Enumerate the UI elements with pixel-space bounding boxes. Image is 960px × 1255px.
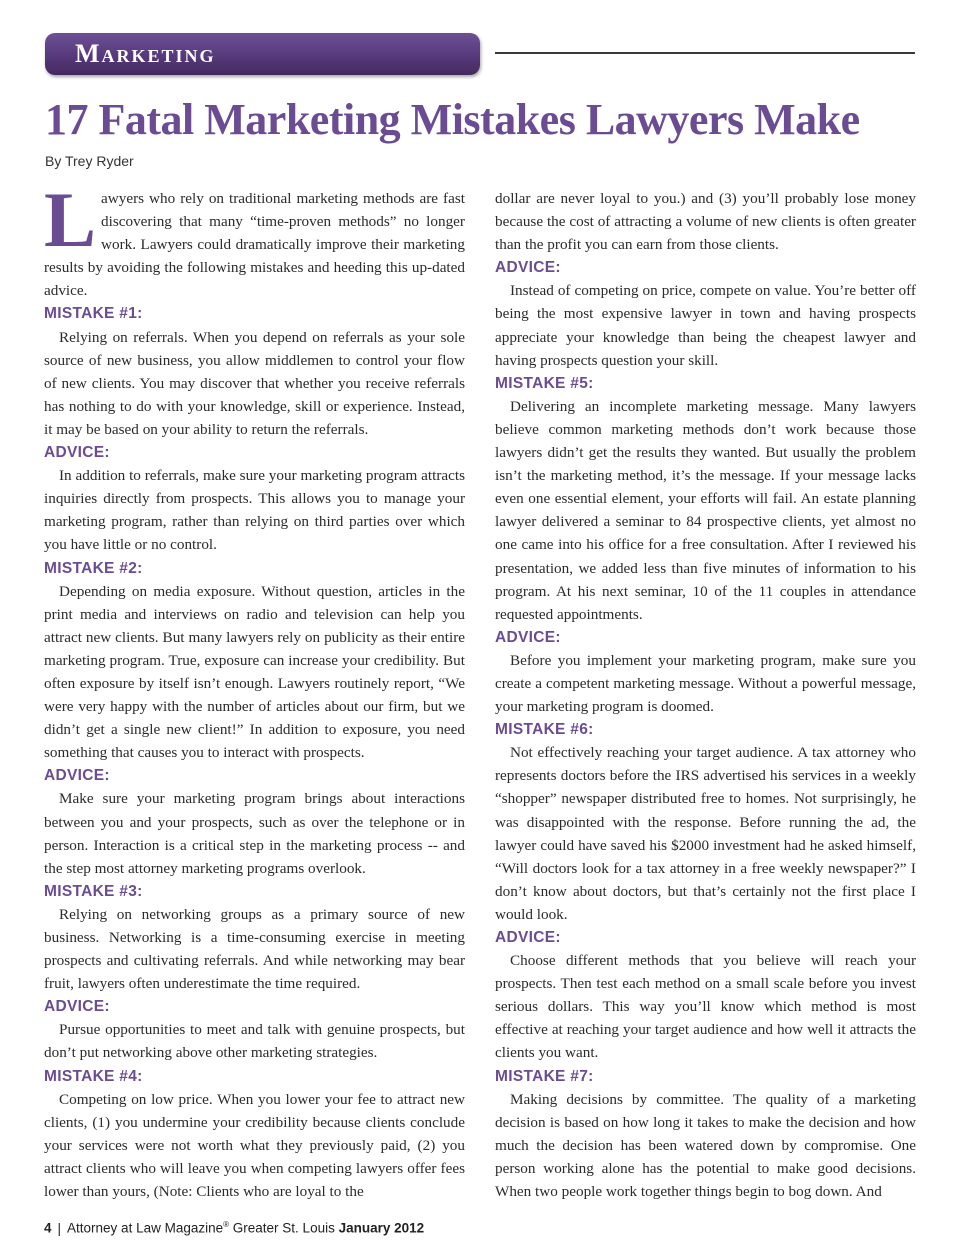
byline: By Trey Ryder	[45, 153, 134, 169]
intro-paragraph	[44, 176, 465, 302]
advice-5-heading: ADVICE:	[495, 628, 561, 646]
issue-date: January 2012	[338, 1220, 425, 1236]
mistake-5-text: Delivering an incomplete marketing message. Many lawyers believe common marketing methods don’t work because those lawyers didn’t get the results they wanted. But usually the problem isn’t the marketing method, it’s the message. If your message lacks even one essential element, your efforts will fail. An estate planning lawyer delivered a seminar to 84 prospective clients, yet almost no one came into his office for a free consultation. After I reviewed his presentation, we added less than five minutes of information to his program. At his next seminar, 10 of the 11 couples in attendance requested appointments.	[495, 397, 916, 623]
advice-2-text: Make sure your marketing program brings about interactions between you and your prospects, such as over the telephone or in person. Interaction is a critical step in the marketing process -- and the step most attorney marketing programs overlook.	[44, 790, 465, 877]
advice-1-text: In addition to referrals, make sure your marketing program attracts inquiries directly from prospects. This allows you to manage your marketing program, rather than relying on third parties over which you have little or no control.	[44, 467, 465, 554]
advice-4-heading: ADVICE:	[495, 259, 561, 277]
mistake-4-heading: MISTAKE #4:	[44, 1067, 143, 1085]
section-label: Marketing	[75, 39, 216, 68]
mistake-4-text: Competing on low price. When you lower your fee to attract new clients, (1) you undermine your credibility because clients conclude your services were not worth what they previously paid, (2) you attract clients who will leave you when competing lawyers offer fees lower than yours, (Note: Clients who are loyal to the	[44, 1090, 465, 1201]
trademark-mark: ®	[223, 1220, 230, 1229]
intro-text: awyers who rely on traditional marketing methods are fast discovering that many “time-proven methods” no longer work. Lawyers could dramatically improve their marketing results by avoiding the following mistakes and heeding this up-dated advice.	[44, 190, 465, 300]
advice-6-heading: ADVICE:	[495, 929, 561, 946]
mistake-6-heading: MISTAKE #6:	[495, 721, 594, 739]
right-column	[495, 187, 916, 1203]
page-footer	[44, 1220, 424, 1236]
mistake-2-heading: MISTAKE #2:	[44, 559, 143, 577]
advice-4-text: Instead of competing on price, compete on value. You’re better off being the most expensive lawyer in town and having prospects appreciate your knowledge than being the cheapest lawyer and having prospects question your skill.	[495, 282, 916, 369]
drop-cap: L	[44, 176, 97, 263]
advice-5-text: Before you implement your marketing program, make sure you create a competent marketing message. Without a powerful message, your marketing program is doomed.	[495, 651, 916, 716]
mistake-7-heading: MISTAKE #7:	[495, 1067, 594, 1085]
mistake-1-heading: MISTAKE #1:	[44, 305, 143, 323]
mistake-3-text: Relying on networking groups as a primary source of new business. Networking is a time-consuming exercise in meeting prospects and cultivating referrals. And while networking may bear fruit, lawyers often underestimate the time required.	[44, 905, 465, 993]
region: Greater St. Louis	[229, 1220, 339, 1236]
header-rule	[495, 52, 915, 54]
section-tab	[45, 33, 480, 75]
mistake-2-text: Depending on media exposure. Without question, articles in the print media and interviews on radio and television can help you attract new clients. But many lawyers rely on publicity as their entire marketing program. True, exposure can increase your credibility. But often exposure by itself isn’t enough. Lawyers routinely report, “We were very happy with the number of articles about our firm, but we didn’t get a single new client!” In addition to exposure, you need something that causes you to interact with prospects.	[44, 582, 465, 762]
advice-3-heading: ADVICE:	[44, 998, 110, 1016]
advice-2-heading: ADVICE:	[44, 767, 110, 785]
advice-3-text: Pursue opportunities to meet and talk with genuine prospects, but don’t put networking above other marketing strategies.	[44, 1021, 465, 1062]
publication-name: Attorney at Law Magazine	[67, 1220, 224, 1236]
page-number: 4	[44, 1220, 52, 1236]
mistake-7-text: Making decisions by committee. The quality of a marketing decision is based on how long it takes to make the decision and how much the decision has been watered down by compromise. One person working alone has the potential to make good decisions. When two people work together things begin to bog down. And	[495, 1090, 916, 1201]
mistake-5-heading: MISTAKE #5:	[495, 374, 594, 392]
article-title: 17 Fatal Marketing Mistakes Lawyers Make	[45, 95, 860, 144]
mistake-1-text: Relying on referrals. When you depend on referrals as your sole source of new business, you allow middlemen to control your flow of new clients. You may discover that whether you receive referrals has nothing to do with your knowledge, skill or experience. Instead, it may be based on your ability to return the referrals.	[44, 328, 465, 438]
mistake-4-continued: dollar are never loyal to you.) and (3) you’ll probably lose money because the cost of attracting a volume of new clients is often greater than the profit you can earn from those clients.	[495, 190, 916, 254]
mistake-3-heading: MISTAKE #3:	[44, 882, 143, 900]
advice-6-text: Choose different methods that you believe will reach your prospects. Then test each method on a small scale before you invest serious dollars. This way you’ll know which method is most effective at reaching your target audience and how well it attracts the clients you want.	[495, 952, 916, 1062]
advice-1-heading: ADVICE:	[44, 444, 110, 462]
footer-separator: |	[57, 1220, 62, 1236]
left-column	[44, 176, 465, 1203]
mistake-6-text: Not effectively reaching your target audience. A tax attorney who represents doctors before the IRS advertised his services in a weekly “shopper” newspaper distributed free to homes. Not surprisingly, he was disappointed with the response. Before running the ad, the lawyer could have saved his $2000 investment had he asked himself, “Will doctors look for a tax attorney in a free weekly newspaper?” I don’t know about doctors, but that’s certainly not the first place I would look.	[495, 744, 916, 923]
